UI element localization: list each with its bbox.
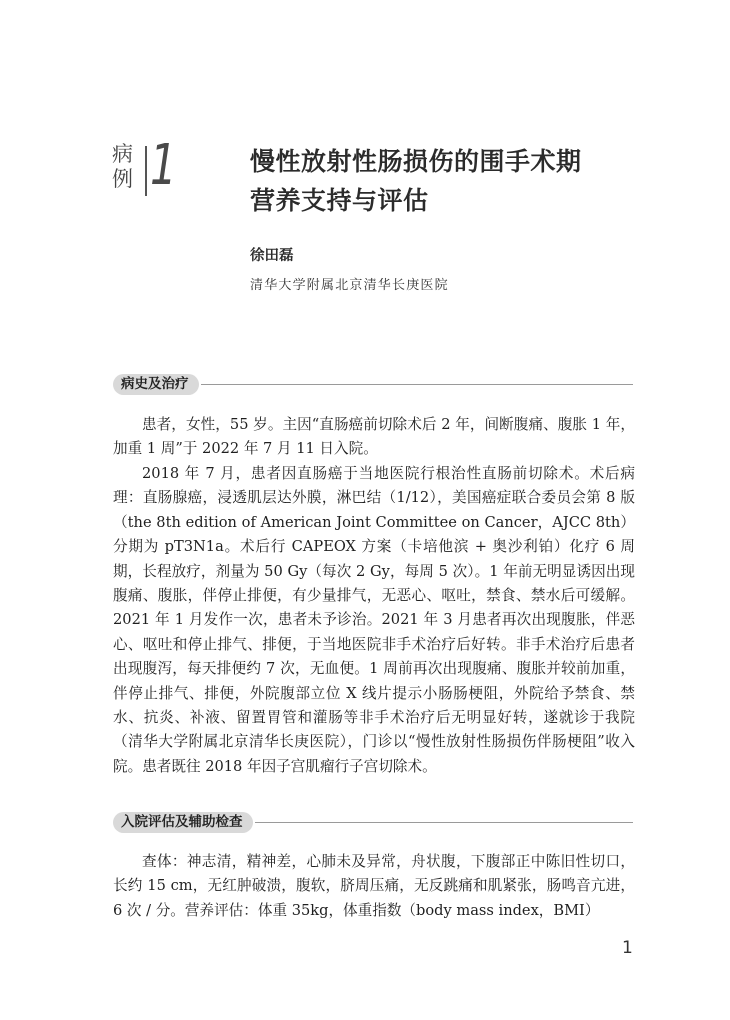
section-heading-label: 病史及治疗 <box>113 374 199 395</box>
page-number: 1 <box>622 938 633 958</box>
paragraph-physical-exam: 查体：神志清，精神差，心肺未及异常，舟状腹，下腹部正中陈旧性切口，长约 15 cm，无红肿破溃，腹软，脐周压痛，无反跳痛和肌紧张，肠鸣音亢进，6 次 / 分。营养评估：体重 35kg，体重指数（body mass index，BMI） <box>113 853 635 919</box>
paragraph-history: 2018 年 7 月，患者因直肠癌于当地医院行根治性直肠前切除术。术后病理：直肠腺癌，浸透肌层达外膜，淋巴结（1/12），美国癌症联合委员会第 8 版（the 8th edition of American Joint Committee on Cancer，AJCC 8th）分期为 pT3N1a。术后行 CAPEOX 方案（卡培他滨 + 奥沙利铂）化疗 6 周期，长程放疗，剂量为 50 Gy（每次 2 Gy，每周 5 次）。1 年前无明显诱因出现腹痛、腹胀，伴停止排便，有少量排气，无恶心、呕吐，禁食、禁水后可缓解。2021 年 1 月发作一次，患者未予诊治。2021 年 3 月患者再次出现腹胀，伴恶心、呕吐和停止排气、排便，于当地医院非手术治疗后好转。非手术治疗后患者出现腹泻，每天排便约 7 次，无血便。1 周前再次出现腹痛、腹胀并较前加重，伴停止排气、排便，外院腹部立位 X 线片提示小肠肠梗阻，外院给予禁食、禁水、抗炎、补液、留置胃管和灌肠等非手术治疗后无明显好转，遂就诊于我院（清华大学附属北京清华长庚医院），门诊以“慢性放射性肠损伤伴肠梗阻”收入院。患者既往 2018 年因子宫肌瘤行子宫切除术。 <box>113 465 635 775</box>
author: 徐田磊 <box>250 248 294 264</box>
section-heading-history <box>113 373 633 395</box>
section-divider <box>201 384 634 385</box>
title-line-2: 营养支持与评估 <box>250 186 429 215</box>
page-title <box>250 142 670 220</box>
case-label <box>112 142 148 192</box>
affiliation: 清华大学附属北京清华长庚医院 <box>250 278 449 293</box>
paragraph-chief-complaint: 患者，女性，55 岁。主因“直肠癌前切除术后 2 年，间断腹痛、腹胀 1 年，加重 1 周”于 2022 年 7 月 11 日入院。 <box>113 416 635 458</box>
case-divider <box>145 146 147 196</box>
title-line-1: 慢性放射性肠损伤的围手术期 <box>250 147 582 176</box>
case-number: 1 <box>150 133 177 198</box>
case-label-top: 病 <box>112 142 134 166</box>
section-heading-label: 入院评估及辅助检查 <box>113 812 253 833</box>
section-heading-assessment <box>113 811 633 833</box>
section-divider <box>255 822 634 823</box>
case-label-bottom: 例 <box>112 167 134 191</box>
